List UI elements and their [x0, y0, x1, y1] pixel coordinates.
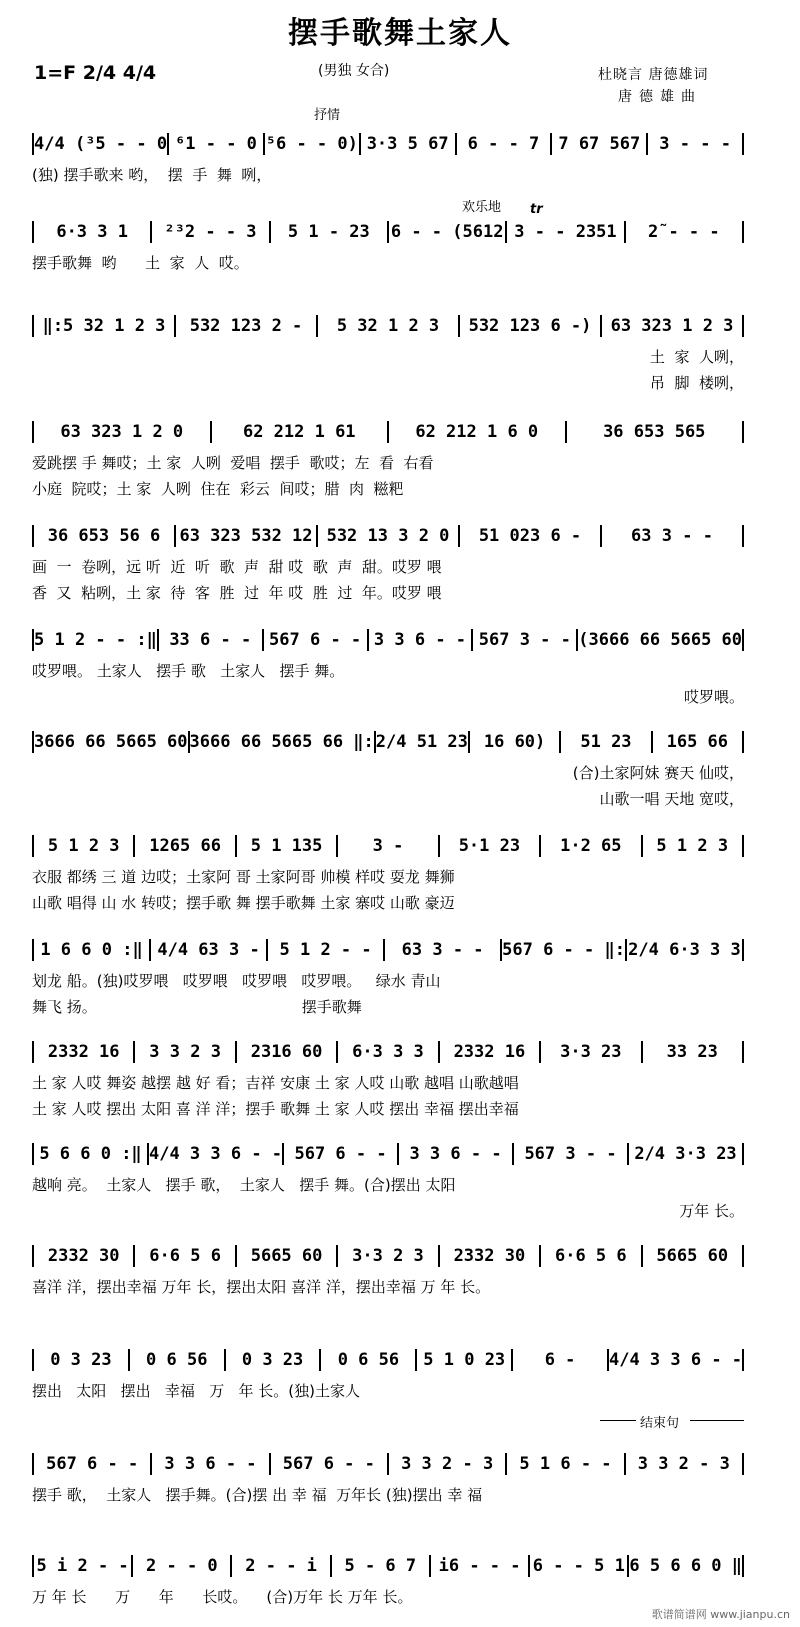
- notation-row: [32, 418, 744, 446]
- measure: 3 3 6 - -: [409, 1144, 502, 1164]
- lyric-line: 爱跳摆 手 舞哎；土 家 人咧 爱唱 摆手 歌哎；左 看 右看: [32, 454, 434, 472]
- lyric-line: 衣服 都绣 三 道 边哎；土家阿 哥 土家阿哥 帅模 样哎 耍龙 舞狮: [32, 868, 455, 886]
- lyric-line: 舞飞 扬。 摆手歌舞: [32, 998, 362, 1016]
- measure: 3666 66 5665 60: [34, 732, 188, 752]
- measure: 3 3 6 - -: [164, 1454, 257, 1474]
- ending-line-right: [690, 1420, 744, 1421]
- measure: 6 - - 5 1: [532, 1556, 625, 1576]
- measure: 532 123 6 -): [468, 316, 592, 336]
- measure: 36 653 56 6: [47, 526, 161, 546]
- lyric-line: (合)土家阿妹 赛天 仙哎，: [572, 764, 744, 782]
- measure: 6 -: [544, 1350, 576, 1370]
- notation-row: [32, 1346, 744, 1374]
- measure: 63 323 532 12: [179, 526, 313, 546]
- barline: [742, 835, 744, 857]
- measure: 5 1 - 23: [287, 222, 370, 242]
- barline: [742, 1453, 744, 1475]
- barline: [742, 421, 744, 443]
- lyric-line: 摆手歌舞 哟 土 家 人 哎。: [32, 254, 249, 272]
- measure: 5 6 6 0 :‖: [39, 1144, 142, 1164]
- measure: 63 3 - -: [631, 526, 713, 546]
- measure: (3666 66 5665 60: [578, 630, 743, 650]
- measure: 5665 60: [656, 1246, 729, 1266]
- measure: 3 3 6 - -: [373, 630, 467, 650]
- measure: 5 - 6 7: [344, 1556, 417, 1576]
- ending-line-left: [600, 1420, 636, 1421]
- measure: 4/4 3 3 6 - -: [608, 1350, 743, 1370]
- measure: 3 3 2 3: [149, 1042, 221, 1062]
- lyric-line: 万 年 长 万 年 长哎。 (合)万年 长 万年 长。: [32, 1588, 413, 1606]
- measure: 3·3 23: [560, 1042, 622, 1062]
- measure: 3·3 2 3: [352, 1246, 424, 1266]
- barline: [742, 221, 744, 243]
- lyric-line: 哎罗喂。 土家人 摆手 歌 土家人 摆手 舞。: [32, 662, 345, 680]
- ending-label: 结束句: [640, 1416, 680, 1431]
- lyric-line: 山歌一唱 天地 宽哎，: [599, 790, 744, 808]
- measure: 51 023 6 -: [478, 526, 582, 546]
- barline: [742, 1041, 744, 1063]
- measure: 5 i 2 - -: [36, 1556, 129, 1576]
- lyric-line: 哎罗喂。: [683, 688, 744, 706]
- measure: 3 -: [372, 836, 404, 856]
- watermark: 歌谱简谱网 www.jianpu.cn: [651, 1608, 790, 1621]
- measure: ⁶1 - - 0: [175, 134, 257, 154]
- barline: [742, 1245, 744, 1267]
- notation-row: [32, 1450, 744, 1478]
- measure: 3 - - 2351: [514, 222, 617, 242]
- measure: 6·6 5 6: [149, 1246, 221, 1266]
- lyric-line: 土 家 人咧，: [649, 348, 744, 366]
- measure: 1 6 6 0 :‖: [40, 940, 143, 960]
- barline: [742, 1555, 744, 1577]
- measure: 5 32 1 2 3: [336, 316, 440, 336]
- lyricist-credit: 杜晓言 唐德雄词: [598, 67, 709, 83]
- measure: 4/4 3 3 6 - -: [148, 1144, 283, 1164]
- measure: 5 1 6 - -: [519, 1454, 612, 1474]
- notation-row: [32, 626, 744, 654]
- measure: 2/4 51 23: [375, 732, 468, 752]
- lyric-line: 画 一 卷咧，远 听 近 听 歌 声 甜 哎 歌 声 甜。哎罗 喂: [32, 558, 442, 576]
- measure: 567 3 - -: [478, 630, 571, 650]
- barline: [742, 525, 744, 547]
- measure: 63 323 1 2 0: [60, 422, 184, 442]
- measure: 1265 66: [149, 836, 221, 856]
- measure: 3·3 5 67: [366, 134, 449, 154]
- measure: 63 3 - -: [401, 940, 484, 960]
- measure: 6 - - 7: [467, 134, 540, 154]
- measure: 4/4 63 3 -: [157, 940, 260, 960]
- tempo-mark-lyrical: 抒情: [314, 108, 341, 123]
- lyric-line: 万年 长。: [679, 1202, 744, 1220]
- notation-row: [32, 218, 744, 246]
- notation-row: [32, 1552, 744, 1580]
- lyric-line: 香 又 粘咧，土 家 待 客 胜 过 年 哎 胜 过 年。哎罗 喂: [32, 584, 442, 602]
- measure: 33 6 - -: [169, 630, 252, 650]
- measure: 0 6 56: [146, 1350, 208, 1370]
- measure: 33 23: [666, 1042, 718, 1062]
- lyric-line: 吊 脚 楼咧，: [649, 374, 744, 392]
- barline: [742, 731, 744, 753]
- composer-credit: 唐德雄曲: [618, 89, 702, 105]
- measure: 2/4 6·3 3 3: [628, 940, 741, 960]
- measure: 6·3 3 3: [352, 1042, 424, 1062]
- notation-row: [32, 312, 744, 340]
- measure: 6·6 5 6: [554, 1246, 627, 1266]
- lyric-line: 土 家 人哎 舞姿 越摆 越 好 看；吉祥 安康 土 家 人哎 山歌 越唱 山歌越唱: [32, 1074, 519, 1092]
- song-title: 摆手歌舞土家人: [288, 16, 512, 51]
- measure: 36 653 565: [603, 422, 706, 442]
- notation-row: [32, 1242, 744, 1270]
- measure: 2332 16: [47, 1042, 120, 1062]
- key-signature: 1=F 2/4 4/4: [34, 62, 157, 84]
- measure: 0 3 23: [241, 1350, 304, 1370]
- lyric-line: 摆出 太阳 摆出 幸福 万 年 长。(独)土家人: [32, 1382, 360, 1400]
- measure: 5 1 2 - - :‖: [34, 630, 157, 650]
- measure: 62 212 1 6 0: [415, 422, 539, 442]
- measure: ⁵6 - - 0): [265, 134, 358, 154]
- measure: 0 3 23: [50, 1350, 112, 1370]
- tempo-mark-joyful: 欢乐地: [462, 200, 502, 215]
- lyric-line: 越响 亮。 土家人 摆手 歌， 土家人 摆手 舞。(合)摆出 太阳: [32, 1176, 456, 1194]
- measure: 6 5 6 6 0 ‖: [629, 1556, 742, 1576]
- barline: [742, 1143, 744, 1165]
- measure: 6 - - (5612: [390, 222, 504, 242]
- measure: 5 1 2 - -: [279, 940, 372, 960]
- performance-note: (男独 女合): [318, 63, 390, 79]
- lyric-line: 小庭 院哎；土 家 人咧 住在 彩云 间哎；腊 肉 糍粑: [32, 480, 404, 498]
- measure: 1·2 65: [560, 836, 622, 856]
- notation-row: [32, 130, 744, 158]
- measure: 5·1 23: [458, 836, 521, 856]
- notation-row: [32, 728, 744, 756]
- measure: 2332 16: [453, 1042, 526, 1062]
- lyric-line: 山歌 唱得 山 水 转哎；摆手歌 舞 摆手歌舞 土家 寨哎 山歌 豪迈: [32, 894, 455, 912]
- measure: 6·3 3 1: [56, 222, 128, 242]
- measure: 2316 60: [250, 1042, 323, 1062]
- measure: i6 - - -: [438, 1556, 521, 1576]
- measure: ‖:5 32 1 2 3: [42, 316, 166, 336]
- measure: 567 6 - - ‖:: [502, 940, 625, 960]
- trill-mark: tr: [530, 202, 543, 217]
- measure: 5 1 2 3: [656, 836, 729, 856]
- measure: 7 67 567: [558, 134, 641, 154]
- notation-row: [32, 936, 744, 964]
- barline: [742, 629, 744, 651]
- measure: 3 - - -: [659, 134, 731, 154]
- barline: [742, 939, 744, 961]
- measure: 4/4 (³5 - - 0: [34, 134, 168, 154]
- notation-row: [32, 1140, 744, 1168]
- lyric-line: 划龙 船。(独)哎罗喂 哎罗喂 哎罗喂 哎罗喂。 绿水 青山: [32, 972, 441, 990]
- measure: 2332 30: [453, 1246, 526, 1266]
- measure: 567 6 - -: [46, 1454, 139, 1474]
- measure: 2332 30: [47, 1246, 120, 1266]
- measure: 567 6 - -: [269, 630, 362, 650]
- measure: 3666 66 5665 66 ‖:: [189, 732, 374, 752]
- measure: 51 23: [580, 732, 632, 752]
- measure: 2/4 3·3 23: [634, 1144, 737, 1164]
- measure: 567 6 - -: [294, 1144, 387, 1164]
- barline: [742, 1349, 744, 1371]
- notation-row: [32, 1038, 744, 1066]
- measure: 567 6 - -: [282, 1454, 375, 1474]
- measure: 3 3 2 - 3: [401, 1454, 494, 1474]
- measure: 532 123 2 -: [189, 316, 303, 336]
- measure: 5665 60: [250, 1246, 323, 1266]
- lyric-line: 喜洋 洋，摆出幸福 万年 长，摆出太阳 喜洋 洋，摆出幸福 万 年 长。: [32, 1278, 491, 1296]
- measure: 2̃ - - -: [647, 222, 720, 242]
- measure: 0 6 56: [337, 1350, 400, 1370]
- measure: 63 323 1 2 3: [610, 316, 734, 336]
- barline: [742, 133, 744, 155]
- measure: 5 1 135: [250, 836, 323, 856]
- measure: 567 3 - -: [524, 1144, 617, 1164]
- measure: 62 212 1 61: [242, 422, 356, 442]
- measure: 3 3 2 - 3: [637, 1454, 730, 1474]
- lyric-line: 摆手 歌， 土家人 摆手舞。(合)摆 出 幸 福 万年长 (独)摆出 幸 福: [32, 1486, 483, 1504]
- measure: 5 1 0 23: [423, 1350, 506, 1370]
- notation-row: [32, 832, 744, 860]
- measure: 165 66: [666, 732, 729, 752]
- measure: 2 - - 0: [146, 1556, 218, 1576]
- measure: 5 1 2 3: [47, 836, 120, 856]
- notation-row: [32, 522, 744, 550]
- measure: 16 60): [483, 732, 546, 752]
- lyric-line: (独) 摆手歌来 哟， 摆 手 舞 咧，: [32, 166, 272, 184]
- measure: 2 - - i: [245, 1556, 317, 1576]
- barline: [742, 315, 744, 337]
- lyric-line: 土 家 人哎 摆出 太阳 喜 洋 洋；摆手 歌舞 土 家 人哎 摆出 幸福 摆出幸福: [32, 1100, 519, 1118]
- measure: 532 13 3 2 0: [326, 526, 450, 546]
- measure: ²³2 - - 3: [164, 222, 257, 242]
